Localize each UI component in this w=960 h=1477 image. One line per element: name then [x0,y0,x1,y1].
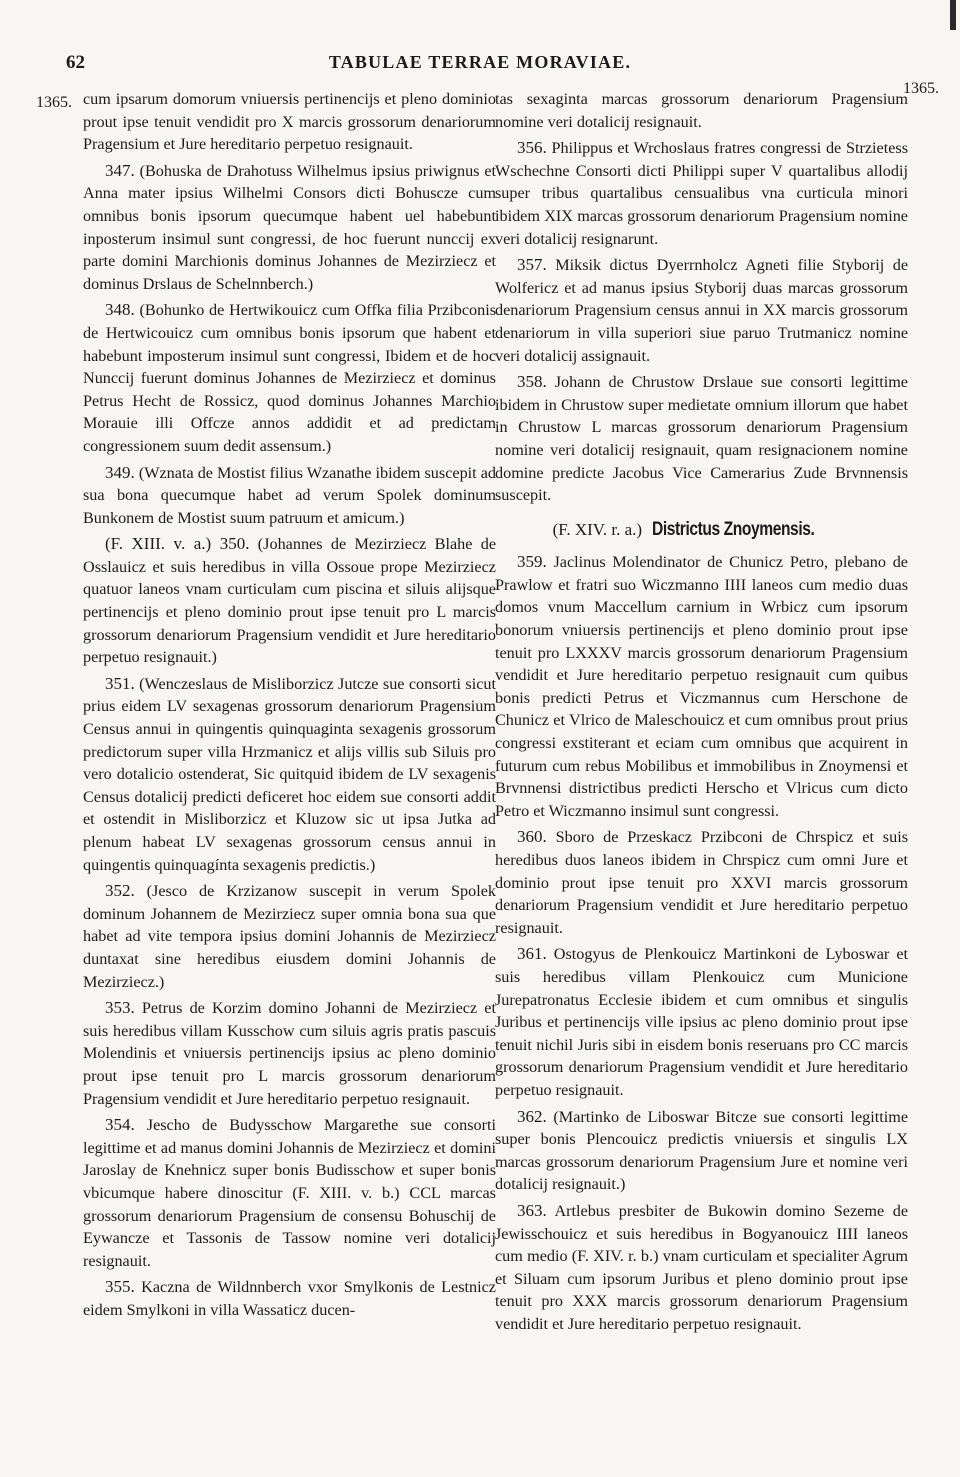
entry-text: Jescho de Budysschow Margarethe sue consorti legittime et ad manus domini Johannis de Mezirziecz et domini Jaroslay de Knehnicz super bonis Budisschow et super bonis vbicumque habere dinoscitur (F. XIII. v. b.) CCL marcas grossorum denariorum Pragensium de consensu Bohuschij de Eywancze et Tassonis de Tassow nomine veri dotalicij resignauit. [83,1116,497,1270]
entry-number: 359. [517,552,547,572]
entry-paragraph [83,880,496,993]
entry-text: Jaclinus Molendinator de Chunicz Petro, plebano de Prawlow et fratri suo Wiczmanno IIII laneos cum medio duas domos vnum Maccellum carnium in Wrbicz cum ipsorum bonorum vniuersis pertinencijs et pleno dominio prout ipse tenuit pro LXXXV marcis grossorum denariorum Pragensium vendidit et Jure hereditario perpetuo resignauit cum quibus bonis predicti Petrus et Viczmannus cum Herschone de Chunicz et Vlrico de Maleschouicz et cum omnibus prout prius congressi exstiterant et eciam cum omnibus que acquirent in futurum cum rebus Mobilibus et immobilibus in Znoymensi et Brvnnensi districtibus predicti Herscho et Vlricus cum dicto Petro et Wiczmanno insimul sunt congressi. [495,553,908,820]
entry-paragraph [83,160,496,296]
entry-text: cum ipsarum domorum vniuersis pertinencijs et pleno dominio prout ipse tenuit vendidit pro X marcis grossorum denariorum Pragensium et Jure hereditario perpetuo resignauit. [83,90,496,154]
section-heading [495,519,908,542]
entry-paragraph [83,533,496,669]
entry-paragraph [495,1200,908,1336]
scan-edge-mark [950,0,956,30]
entry-text: Miksik dictus Dyerrnholcz Agneti filie Styborij de Wolfericz et ad manus ipsius Styborij duas marcas grossorum denariorum Pragensium census annui in XX marcis grossorum denariorum in villa superiori siue paruo Trutmanicz nomine veri dotalicij assignauit. [495,256,908,365]
entry-text: tas sexaginta marcas grossorum denariorum Pragensium nomine veri dotalicij resignauit. [495,90,908,131]
margin-year-right: 1365. [903,80,939,97]
entry-text: Philippus et Wrchoslaus fratres congressi de Strzietess Wschechne Consorti dicti Philippi super V quartalibus allodij super tribus quartalibus censualibus vna curticula minori ibidem XIX marcas grossorum denariorum Pragensium nomine veri dotalicij resignarunt. [495,139,908,248]
entry-text: (Johannes de Mezirziecz Blahe de Osslauicz et suis heredibus in villa Ossoue prope Mezirziecz quatuor laneos vnam curticulam cum piscina et siluis alijsque pertinencijs et pleno dominio prout ipse tenuit pro L marcis grossorum denariorum Pragensium vendidit et Jure hereditario perpetuo resignauit.) [83,535,497,667]
entry-text: (Wznata de Mostist filius Wzanathe ibidem suscepit ad sua bona quecumque habet ad verum Spolek dominum Bunkonem de Mostist suum patruum et amicum.) [83,463,496,527]
entry-text: Kaczna de Wildnnberch vxor Smylkonis de Lestnicz eidem Smylkoni in villa Wassaticz ducen- [83,1278,496,1319]
entry-text: Artlebus presbiter de Bukowin domino Sezeme de Jewisschouicz et suis heredibus in Bogyanouicz IIII laneos cum medio (F. XIV. r. b.) vnam curticulam et specialiter Agrum et Siluam cum ipsorum Juribus et pleno dominio prout ipse tenuit pro XXX marcis grossorum denariorum Pragensium vendidit et Jure hereditario perpetuo resignauit. [495,1201,908,1333]
entry-text: Petrus de Korzim domino Johanni de Mezirziecz et suis heredibus villam Kusschow cum siluis agris pratis pascuis Molendinis et vniuersis pertinencijs ipsius ac pleno dominio prout ipse tenuit pro L marcis grossorum denariorum Pragensium vendidit et Jure hereditario perpetuo resignauit. [83,999,496,1108]
entry-number: 347. [105,160,135,180]
margin-year-left: 1365. [36,94,72,111]
entry-number: 358. [517,372,547,392]
running-title: TABULAE TERRAE MORAVIAE. [328,52,632,72]
entry-number: 360. [517,827,547,847]
entry-paragraph [495,551,908,822]
entry-text: Johann de Chrustow Drslaue sue consorti legittime ibidem in Chrustow super medietate omnium illorum que habet in Chrustow L marcas grossorum denariorum Pragensium nomine veri dotalicij resignauit, quam resignacionem nomine domine predicte Jacobus Vice Camerarius Zude Brvnnensis suscepit. [495,373,908,505]
entry-paragraph [495,826,908,939]
entry-number: 353. [105,998,135,1018]
entry-number: 355. [105,1277,135,1297]
entry-paragraph [495,88,908,133]
entry-paragraph [495,371,908,507]
entry-number: 354. [105,1115,135,1135]
entry-text: Sboro de Przeskacz Przibconi de Chrspicz et suis heredibus duos laneos ibidem in Chrspicz cum omni Jure et dominio prout ipse tenuit pro XXVI marcis grossorum denariorum Pragensium vendidit et Jure hereditario perpetuo resignauit. [495,828,908,937]
entry-paragraph [495,254,908,367]
right-column-bottom [495,551,908,1335]
entry-paragraph [83,299,496,457]
section-title: Districtus Znoymensis. [652,518,815,540]
entry-paragraph [83,1114,496,1272]
entry-text: Ostogyus de Plenkouicz Martinkoni de Lyboswar et suis heredibus villam Plenkouicz cum Municione Jurepatronatus Ecclesie ibidem et cum omnibus et singulis Juribus et pertinencijs ville ipsius ac pleno dominio prout ipse tenuit nichil Juris sibi in eisdem bonis reseruans pro CC marcis grossorum denariorum Pragensium vendidit et Jure hereditario perpetuo resignauit. [495,945,909,1099]
entry-number: 357. [517,255,547,275]
right-column-top [495,88,908,507]
entry-text: (Martinko de Liboswar Bitcze sue consorti legittime super bonis Plencouicz predictis vniuersis et singulis LX marcas grossorum denariorum Pragensium Jure et nomine veri dotalicij resignauit.) [495,1107,908,1194]
entry-paragraph [495,1106,908,1196]
entry-text: (Wenczeslaus de Misliborzicz Jutcze sue consorti sicut prius eidem LV sexagenas grossorum denariorum Pragensium Census annui in quingentis quinquaginta sexagenis grossorum predictorum super villa Hrzmanicz et alijs villis sub Siluis pro vero dotalicio ostenderat, Sic quitquid ibidem de LV sexagenis Census dotalicij predicti deficeret hoc eidem sue consorti addit et ostendit in Misliborzicz et Kluzow sic ut ipsa Jutka ad plenum habeat LV sexagenas grossorum census annui in quingentis quinquagínta sexagenis predictis.) [83,674,497,874]
entry-paragraph [83,997,496,1110]
entry-number: 348. [105,300,135,320]
entry-paragraph [83,1276,496,1321]
entry-number: 352. [105,881,135,901]
section-folio-ref: (F. XIV. r. a.) [552,519,643,539]
page-number: 62 [66,52,85,73]
left-column [83,88,496,1325]
entry-text: (Bohuska de Drahotuss Wilhelmus ipsius priwignus et Anna mater ipsius Wilhelmi Consors dicti Bohuscze cum omnibus bonis ipsorum quecumque habent uel habebunt inposterum insimul sunt congressi, de hoc fuerunt nunccij ex parte domini Marchionis dominus Johannes de Mezirziecz et dominus Drslaus de Schelnnberch.) [83,161,496,293]
entry-paragraph [83,462,496,530]
entry-text: (Bohunko de Hertwikouicz cum Offka filia Przibconis de Hertwicouicz cum omnibus bonis ipsorum que habent et habebunt imposterum insimul sunt congressi, Ibidem et de hoc Nunccij fuerunt dominus Johannes de Mezirziecz et dominus Petrus Hecht de Rossicz, quod dominus Johannes Marchio Morauie illi Offcze annos addidit et ad predictam congressionem suum dedit assensum.) [83,301,496,455]
entry-paragraph [495,137,908,250]
page-header [0,52,960,76]
entry-text: (Jesco de Krzizanow suscepit in verum Spolek dominum Johannem de Mezirziecz super omnia bona sua que habet ad vite tempora ipsius domini Johannis de Mezirziecz duntaxat sine heredibus eiusdem domini Johannis de Mezirziecz.) [83,882,496,991]
entry-number: 349. [105,462,135,482]
right-column [495,88,908,1339]
entry-number: 351. [105,673,135,693]
entry-number: (F. XIII. v. a.) 350. [105,534,250,554]
entry-number: 361. [517,944,547,964]
entry-paragraph [495,943,908,1101]
entry-number: 356. [517,138,547,158]
entry-number: 362. [517,1106,547,1126]
entry-paragraph [83,673,496,876]
entry-number: 363. [517,1200,547,1220]
entry-paragraph [83,88,496,156]
